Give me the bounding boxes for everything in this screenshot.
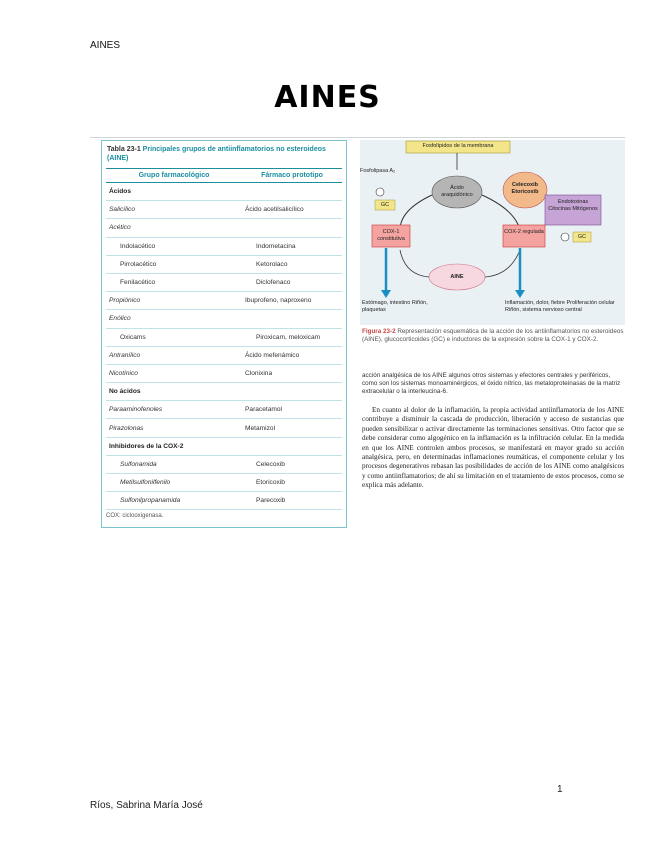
effect-left-label: Estómago, intestino Riñón, plaquetas [362, 300, 428, 313]
table-cell-group: Fenilacético [120, 279, 156, 287]
divider [90, 137, 625, 138]
table-cell-drug: Piroxicam, meloxicam [256, 333, 321, 341]
table-cell-drug: Ketorolaco [256, 260, 288, 268]
table-caption-title: Principales grupos de antiinflamatorios no esteroideos (AINE) [107, 146, 326, 162]
table-cell-drug: Ibuprofeno, naproxeno [245, 297, 312, 305]
table-row [106, 365, 342, 383]
table-cell-drug: Celecoxib [256, 460, 285, 468]
cox2-label: COX-2 regulada [504, 229, 544, 235]
table-cell-group: Inhibidores de la COX-2 [109, 442, 184, 450]
table-cell-group: Enólico [109, 315, 131, 323]
table-cell-drug: Ácido mefenámico [245, 351, 300, 359]
column-header-group: Grupo farmacológico [138, 172, 210, 179]
body-paragraph-2: En cuanto al dolor de la inflamación, la propia actividad antiinflamatoria de los AINE contribuye a disminuir la cascada de producción, liberación y acceso de sustancias que pueden sensibilizar o activar directamente las terminaciones sensitivas. Otro factor que se debe considerar como algogénico en la inflamación es la infiltración celular. En la medida en que los AINE controlen ambos procesos, se manifestará en mayor grado su acción analgésica, pero, en determinadas inflamaciones reumáticas, el componente celular y los procesos degenerativos rebasan las posibilidades de acción de los AINE como analgésicos y como antiinflamatorios; de ahí su limitación en el tratamiento de estos procesos, como se explica más adelante. [362, 406, 624, 490]
effect-right-label: Inflamación, dolor, fiebre Proliferación celular Riñón, sistema nervioso central [505, 300, 615, 313]
arachidonic-label: Ácido araquidónico [441, 185, 473, 198]
table-header [106, 168, 342, 183]
table-cell-group: Pirazolonas [109, 424, 144, 432]
page-number: 1 [557, 784, 563, 795]
table-cell-group: Pirrolacético [120, 260, 157, 268]
table-row [106, 274, 342, 292]
table-cell-drug: Parecoxib [256, 497, 286, 505]
drug-table [101, 140, 347, 528]
table-cell-group: Nicotínico [109, 369, 138, 377]
table-cell-group: Ácidos [109, 188, 131, 196]
figure-caption [362, 328, 624, 344]
table-cell-drug: Metamizol [245, 424, 276, 432]
table-body [102, 183, 346, 510]
table-row [106, 401, 342, 419]
table-cell-drug: Etoricoxib [256, 479, 285, 487]
footer-author: Ríos, Sabrina María José [90, 800, 203, 811]
figure-caption-number: Figura 23-2 [362, 328, 396, 335]
table-row [106, 256, 342, 274]
table-row [106, 219, 342, 237]
table-cell-group: Propiónico [109, 297, 141, 305]
table-row [106, 238, 342, 256]
body-paragraph-1: acción analgésica de los AINE algunos otros sistemas y efectores centrales y periféricos, como son los sistemas monoaminérgicos, el óxido nítrico, las metaloproteinasas de la matriz extracelular o la interleucina-6. [362, 372, 621, 396]
table-row [106, 201, 342, 219]
table-row [106, 310, 342, 328]
table-row [106, 292, 342, 310]
gc-label-right: GC [577, 234, 587, 240]
table-row [106, 419, 342, 437]
column-header-drug: Fármaco prototipo [261, 172, 323, 179]
phospholipase-label: Fosfolipasa A₂ [360, 168, 396, 174]
table-row [106, 329, 342, 347]
table-row [106, 383, 342, 401]
table-cell-drug: Paracetamol [245, 406, 283, 414]
table-cell-group: Paraaminofenoles [109, 406, 163, 414]
table-cell-group: No ácidos [109, 388, 141, 396]
table-row [106, 183, 342, 201]
table-cell-group: Antranílico [109, 351, 141, 359]
table-cell-group: Sulfonamida [120, 460, 157, 468]
table-row [106, 474, 342, 492]
membrane-label: Fosfolípidos de la membrana [422, 143, 494, 149]
page-title: AINES [274, 80, 381, 115]
table-cell-group: Oxicams [120, 333, 146, 341]
cox1-label: COX-1 constitutiva [377, 229, 405, 242]
table-caption-number: Tabla 23-1 [107, 146, 141, 153]
table-cell-group: Salicílico [109, 206, 136, 214]
table-cell-group: Sulfonilpropanamida [120, 497, 181, 505]
table-row [106, 492, 342, 510]
figure-caption-text: Representación esquemática de la acción de los antiinflamatorios no esteroideos (AINE), glucocorticoides (GC) e inductores de la expresión sobre la COX-1 y COX-2. [362, 328, 624, 343]
aine-label: AINE [450, 274, 464, 280]
inhibit-symbol-right [561, 233, 569, 241]
inhibit-symbol-left [376, 188, 384, 196]
cytokines-label: Endotoxinas Citocinas Mitógenos [548, 199, 598, 212]
table-footnote: COX: ciclooxigenasa. [106, 513, 164, 520]
table-cell-drug: Ácido acetilsalicílico [245, 206, 304, 214]
coxib-label: Celecoxib Etoricoxib [511, 182, 539, 195]
table-cell-drug: Indometacina [256, 242, 296, 250]
table-cell-drug: Diclofenaco [256, 279, 291, 287]
table-row [106, 456, 342, 474]
table-cell-group: Acético [109, 224, 131, 232]
table-row [106, 347, 342, 365]
cox-diagram [360, 140, 625, 325]
table-caption [102, 141, 346, 165]
running-header: AINES [90, 40, 121, 51]
table-cell-group: Indolacético [120, 242, 156, 250]
table-row [106, 438, 342, 456]
table-cell-drug: Clonixina [245, 369, 273, 377]
gc-label-left: GC [380, 202, 390, 208]
table-cell-group: Metilsulfonilfenilo [120, 479, 171, 487]
